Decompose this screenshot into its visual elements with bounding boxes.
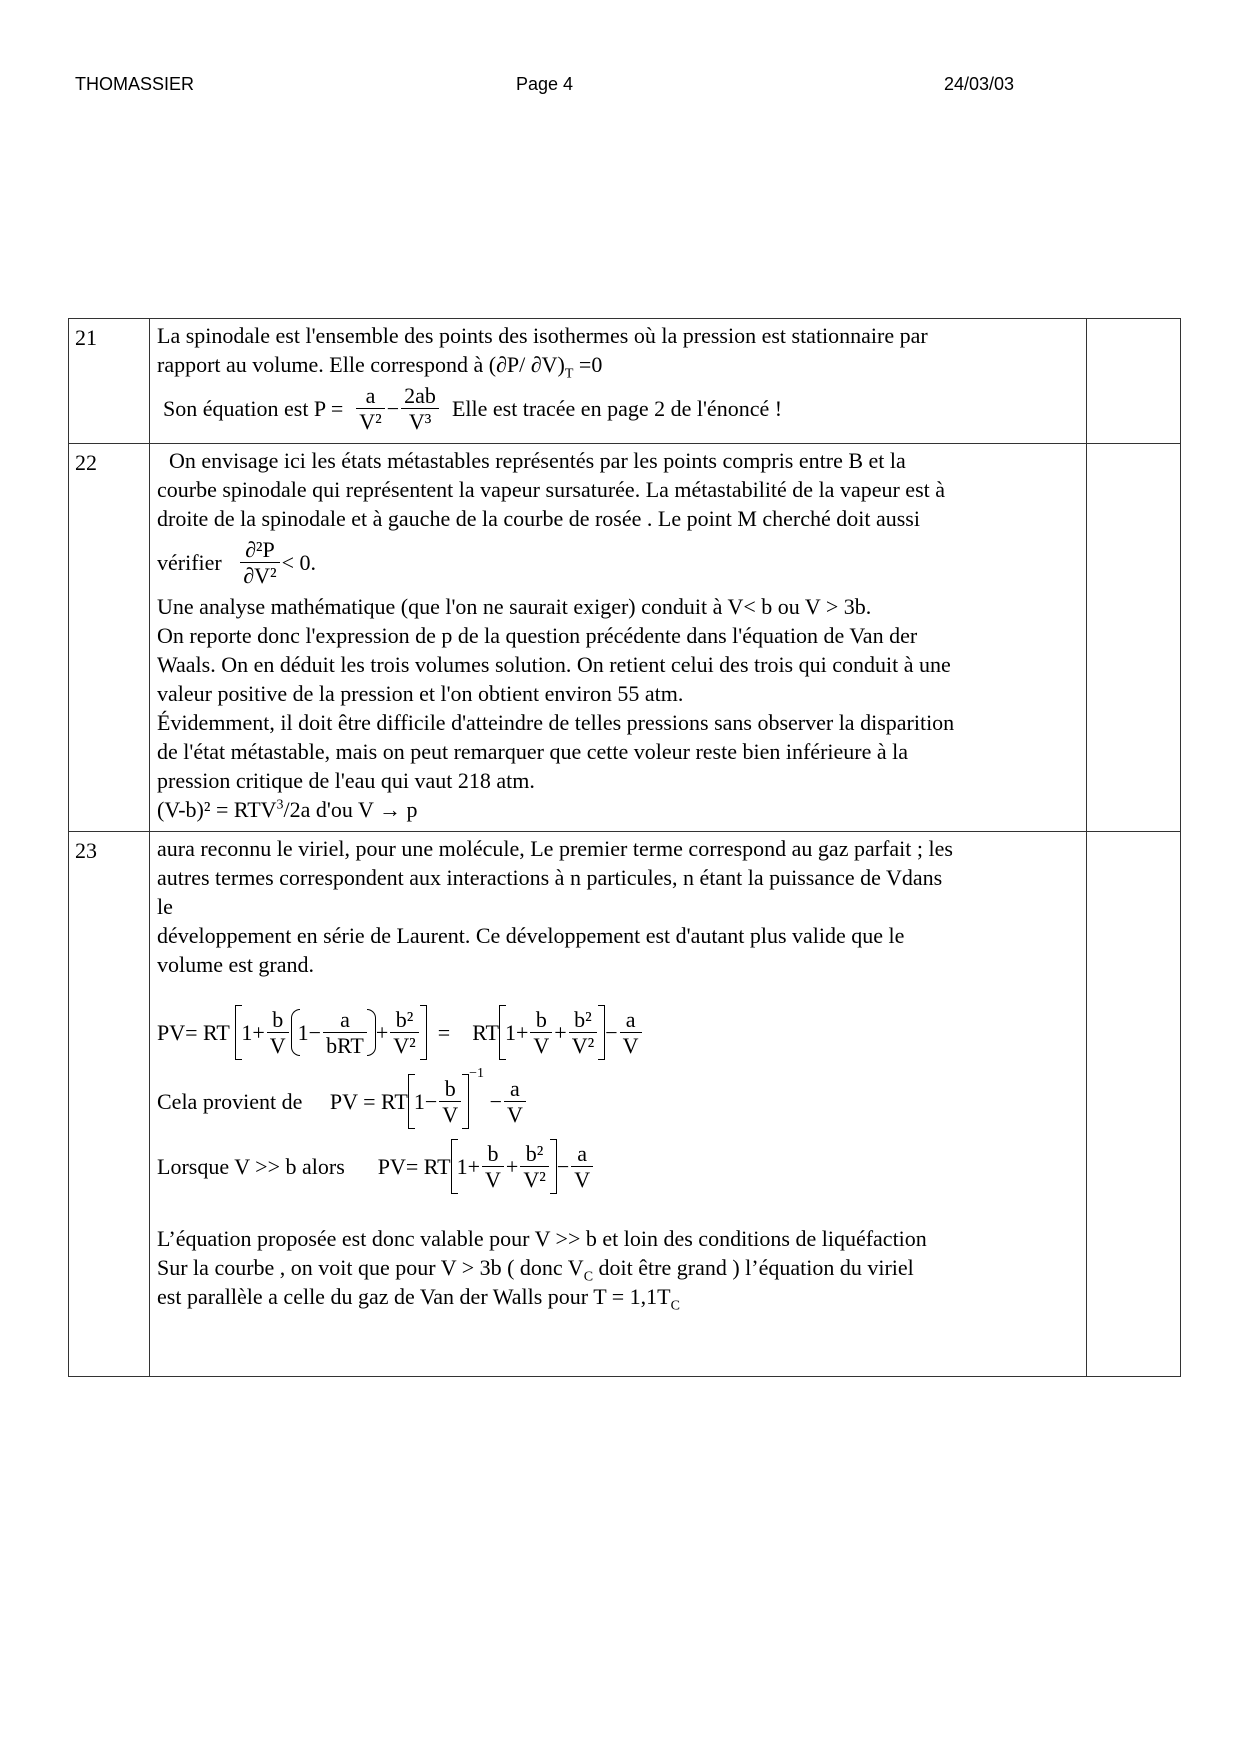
text-line: La spinodale est l'ensemble des points des isothermes où la pression est stationnaire par	[157, 323, 928, 348]
text-line: le	[157, 894, 173, 919]
answer-cell	[150, 319, 1087, 444]
text-line: L’équation proposée est donc valable pour V >> b et loin des conditions de liquéfaction	[157, 1226, 927, 1251]
table-row	[69, 832, 1181, 1377]
score-cell	[1087, 319, 1181, 444]
text-line: droite de la spinodale et à gauche de la courbe de rosée . Le point M cherché doit aussi	[157, 506, 920, 531]
text-line: de l'état métastable, mais on peut remarquer que cette voleur reste bien inférieure à la	[157, 739, 909, 764]
stability-condition: vérifier $\frac{\text{∂²P}}{\text{∂V²}}$ < 0.	[157, 537, 317, 588]
text-line: aura reconnu le viriel, pour une molécule, Le premier terme correspond au gaz parfait ; les	[157, 836, 953, 861]
header-author: THOMASSIER	[75, 74, 195, 94]
table-row	[69, 444, 1181, 832]
header-page-number: Page 4	[516, 74, 574, 94]
text-line: valeur positive de la pression et l'on obtient environ 55 atm.	[157, 681, 684, 706]
text-line: $(V-b)^2 = RTV^3/2a$ d'ou V → p	[157, 797, 418, 822]
virial-equation-3: Lorsque V >> b alors PV= RT 1+ $\frac{b}{V}$ + $\frac{\text{b²}}{\text{V²}}$ − $\frac{a}{V}$	[157, 1139, 1080, 1194]
text-line: Waals. On en déduit les trois volumes solution. On retient celui des trois qui conduit à une	[157, 652, 951, 677]
score-cell	[1087, 832, 1181, 1377]
text-line: Une analyse mathématique (que l'on ne saurait exiger) conduit à V< b ou V > 3b.	[157, 594, 872, 619]
text-line: volume est grand.	[157, 952, 315, 977]
spinodal-equation: Son équation est P = $\frac{a}{\text{V²}}$ − $\frac{2ab}{\text{V³}}$ Elle est tracée en page 2 de l'énoncé !	[163, 383, 783, 434]
text-line: autres termes correspondent aux interactions à n particules, n étant la puissance de Vdans	[157, 865, 943, 890]
score-cell	[1087, 444, 1181, 832]
text-line: Sur la courbe , on voit que pour V > 3b ( donc $V_C$ doit être grand ) l’équation du viriel	[157, 1255, 914, 1285]
solutions-table	[68, 318, 1181, 1377]
text-line: est parallèle a celle du gaz de Van der Walls pour $T = 1,1T_C$	[157, 1284, 680, 1314]
text-line: Évidemment, il doit être difficile d'atteindre de telles pressions sans observer la disparition	[157, 710, 955, 735]
text-line: développement en série de Laurent. Ce développement est d'autant plus valide que le	[157, 923, 905, 948]
question-number: 21	[69, 319, 150, 444]
answer-cell	[150, 444, 1087, 832]
text-line: courbe spinodale qui représentent la vapeur sursaturée. La métastabilité de la vapeur est à	[157, 477, 946, 502]
text-line: On envisage ici les états métastables représentés par les points compris entre B et la	[169, 448, 906, 473]
header-date: 24/03/03	[944, 74, 1015, 94]
virial-equation-1: PV= RT 1+ $\frac{b}{V}$ 1− $\frac{a}{\text{bRT}}$ + $\frac{\text{b²}}{\text{V²}}$ = RT 1+ $\frac{b}{V}$ + $\frac{\text{b²}}{\text{V²}}$ − $\frac{a}{V}$	[157, 1005, 1080, 1060]
text-line: On reporte donc l'expression de p de la question précédente dans l'équation de Van der	[157, 623, 918, 648]
text-line: pression critique de l'eau qui vaut 218 atm.	[157, 768, 535, 793]
question-number: 23	[69, 832, 150, 1377]
text-line: rapport au volume. Elle correspond à (∂P/ $\partial V)_T =0$	[157, 352, 603, 382]
table-row	[69, 319, 1181, 444]
answer-cell	[150, 832, 1087, 1377]
question-number: 22	[69, 444, 150, 832]
virial-equation-2: Cela provient de PV = RT 1− $\frac{b}{V}$ −1 − $\frac{a}{V}$	[157, 1074, 1080, 1129]
